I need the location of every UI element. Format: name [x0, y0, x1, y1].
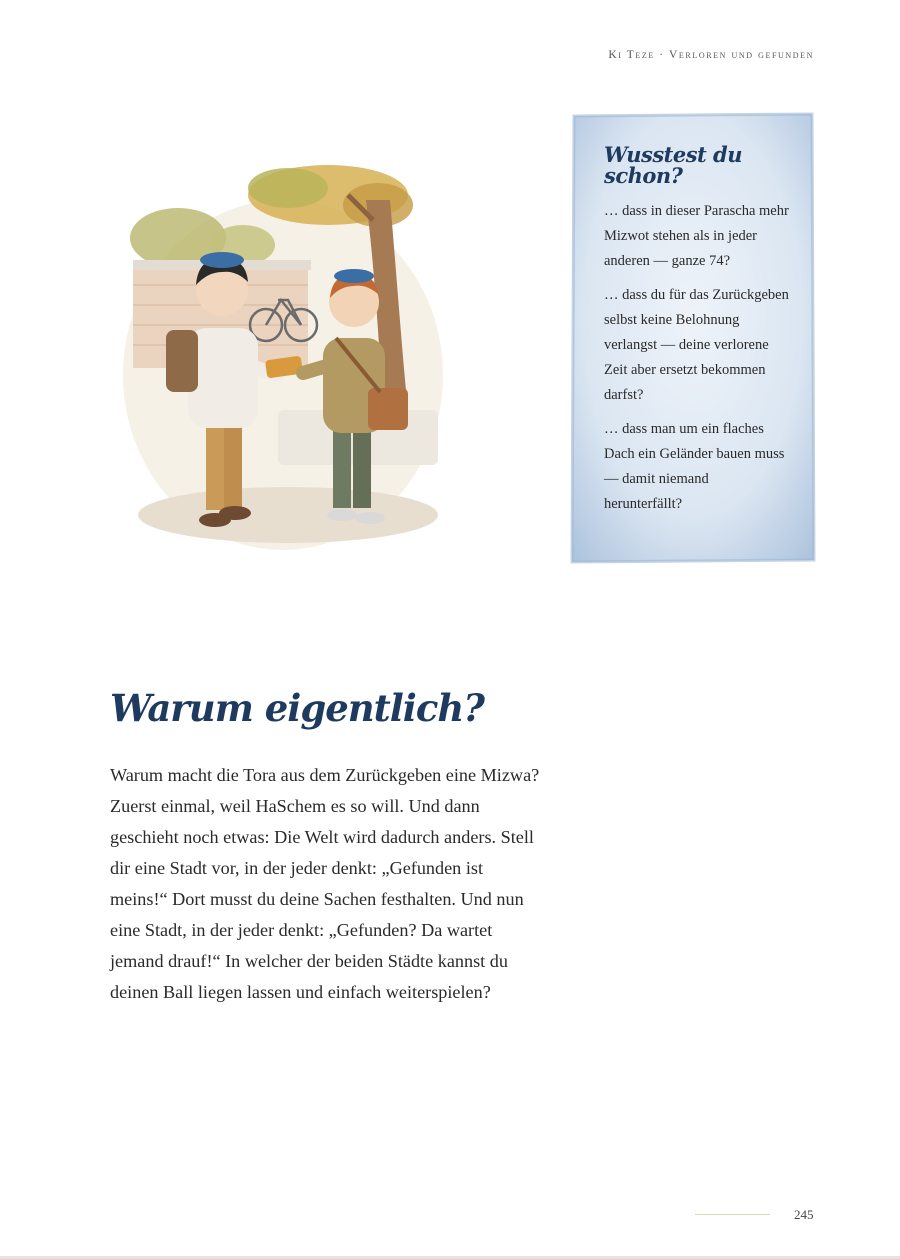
box-item: … dass man um ein flaches Dach ein Geländer bauen muss — damit niemand herunterfällt? [604, 421, 785, 512]
two-boys-returning-wallet-illustration [118, 160, 448, 555]
page-number: 245 [794, 1207, 814, 1222]
running-head: Ki Teze · Verloren und gefunden [608, 49, 814, 61]
box-item: … dass in dieser Parascha mehr Mizwot stehen als in jeder anderen — ganze 74? [604, 203, 789, 269]
body-paragraph: Warum macht die Tora aus dem Zurückgeben eine Mizwa? Zuerst einmal, weil HaSchem es so will. Und dann geschieht noch etwas: Die Welt wird dadurch anders. Stell dir eine Stadt vor, in der jeder denkt: „Gefunden ist meins!“ Dort musst du deine Sachen festhalten. Und nun eine Stadt, in der jeder denkt: „Gefunden? Da wartet jemand drauf!“ In welcher der beiden Städte kannst du deinen Ball liegen lassen und einfach weiterspielen? [110, 765, 540, 1002]
section-title: Warum eigentlich? [110, 686, 484, 730]
box-item: … dass du für das Zurückgeben selbst keine Belohnung verlangst — deine verlorene Zeit aber ersetzt bekommen darfst? [604, 287, 789, 403]
did-you-know-box [568, 112, 816, 564]
footer-rule [695, 1214, 770, 1215]
box-title: Wusstest du schon? [604, 142, 742, 188]
